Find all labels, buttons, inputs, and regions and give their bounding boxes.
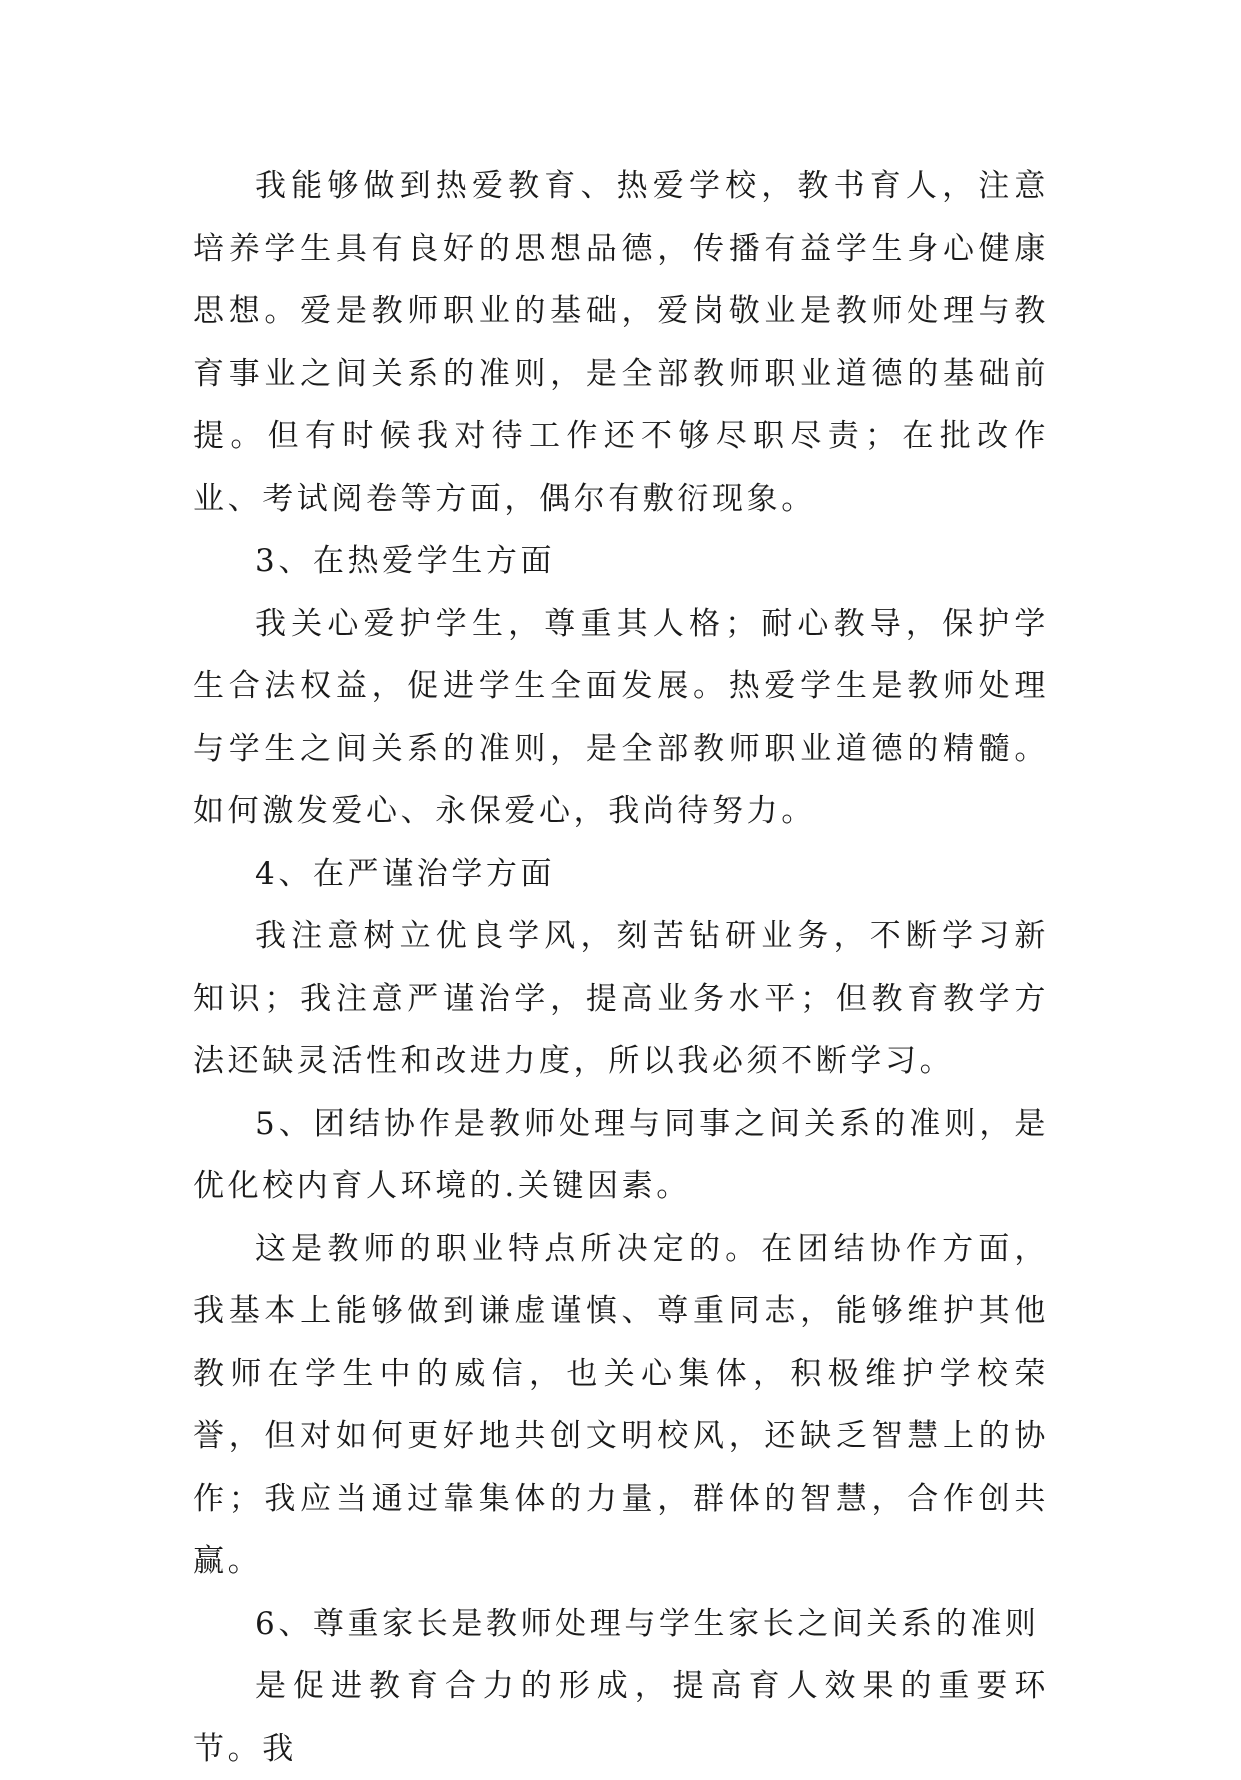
section-heading-respect-parents: 6、尊重家长是教师处理与学生家长之间关系的准则 bbox=[255, 1605, 1040, 1642]
paragraph-rigorous-study: 我注意树立优良学风，刻苦钻研业务，不断学习新知识；我注意严谨治学，提高业务水平；但教育教学方法还缺灵活性和改进力度，所以我必须不断学习。 bbox=[193, 918, 1049, 1079]
section-heading-rigorous-study: 4、在严谨治学方面 bbox=[255, 855, 556, 892]
paragraph-love-education: 我能够做到热爱教育、热爱学校，教书育人，注意培养学生具有良好的思想品德，传播有益学生身心健康思想。爱是教师职业的基础，爱岗敬业是教师处理与教育事业之间关系的准则，是全部教师职业道德的基础前提。但有时候我对待工作还不够尽职尽责；在批改作业、考试阅卷等方面，偶尔有敷衍现象。 bbox=[193, 168, 1049, 517]
paragraph-respect-parents: 是促进教育合力的形成，提高育人效果的重要环节。我 bbox=[193, 1668, 1049, 1767]
paragraph-love-students: 我关心爱护学生，尊重其人格；耐心教导，保护学生合法权益，促进学生全面发展。热爱学生是教师处理与学生之间关系的准则，是全部教师职业道德的精髓。如何激发爱心、永保爱心，我尚待努力。 bbox=[193, 605, 1049, 829]
section-heading-teamwork: 5、团结协作是教师处理与同事之间关系的准则，是优化校内育人环境的.关键因素。 bbox=[193, 1105, 1049, 1204]
document-body bbox=[193, 155, 1049, 1780]
paragraph-teamwork: 这是教师的职业特点所决定的。在团结协作方面，我基本上能够做到谦虚谨慎、尊重同志，能够维护其他教师在学生中的威信，也关心集体，积极维护学校荣誉，但对如何更好地共创文明校风，还缺乏智慧上的协作；我应当通过靠集体的力量，群体的智慧，合作创共赢。 bbox=[193, 1230, 1049, 1579]
section-heading-love-students: 3、在热爱学生方面 bbox=[255, 543, 556, 579]
